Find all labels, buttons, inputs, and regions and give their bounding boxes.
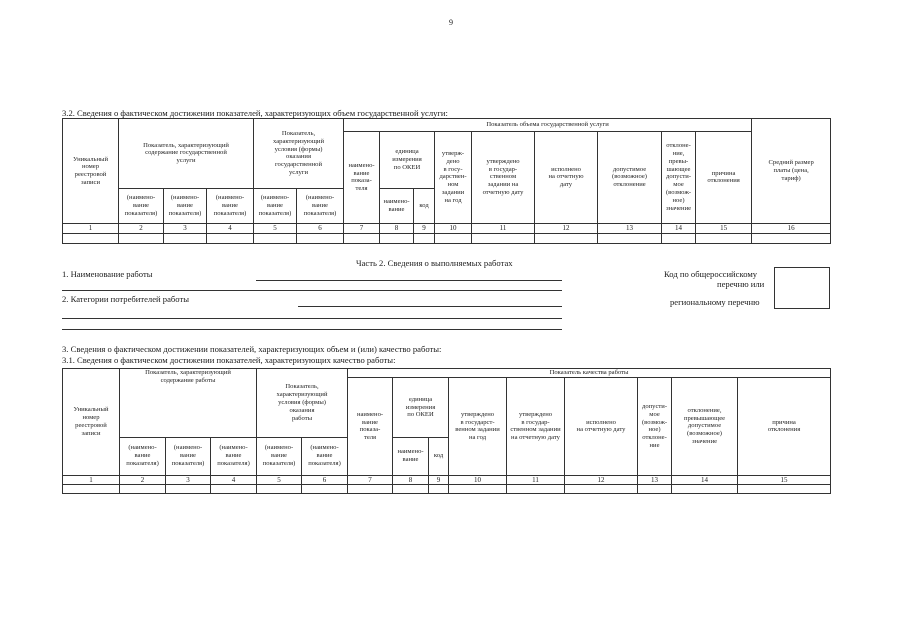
column-number: 13 xyxy=(598,224,662,233)
consumers-line xyxy=(298,306,562,307)
header-approved-task: утверж- дено в госу- дарствен- ном задании на год xyxy=(435,131,472,224)
header-sub-name: (наимено- вание показателя) xyxy=(164,188,207,223)
quality-indicators-table xyxy=(62,368,831,494)
column-number: 1 xyxy=(63,475,120,484)
header-sub-name: (наимено- вание показателя) xyxy=(119,188,164,223)
header-exceeding-deviation: отклонение, превышающее допустимое (возможное) значение xyxy=(672,378,738,475)
volume-indicators-table xyxy=(62,118,831,244)
header-sub-name: (наимено- вание показателя) xyxy=(254,188,297,223)
column-number: 14 xyxy=(672,475,738,484)
header-unit-code: код xyxy=(414,188,435,223)
header-volume-group: Показатель объема государственной услуги xyxy=(344,119,752,132)
column-number-row xyxy=(63,475,831,484)
column-number: 5 xyxy=(257,475,302,484)
header-sub-name: (наимено- вание показателя) xyxy=(211,437,257,475)
header-reason: причина отклонения xyxy=(696,131,752,224)
header-sub-name: (наимено- вание показателя) xyxy=(166,437,211,475)
work-name-line xyxy=(256,280,562,281)
part-2-title: Часть 2. Сведения о выполняемых работах xyxy=(356,258,513,268)
column-number: 8 xyxy=(380,224,414,233)
header-executed: исполнено на отчетную дату xyxy=(565,378,638,475)
header-condition-indicator: Показатель, характеризующий условия (формы) оказания государственной услуги xyxy=(254,119,344,189)
header-allowed-deviation: допустимое (возможное) отклонение xyxy=(598,131,662,224)
column-number: 1 xyxy=(63,224,119,233)
header-unit: единица измерения по ОКЕИ xyxy=(380,131,435,188)
registry-code-box[interactable] xyxy=(774,267,830,309)
column-number: 2 xyxy=(120,475,166,484)
header-reason: причина отклонения xyxy=(738,378,831,475)
column-number: 14 xyxy=(662,224,696,233)
header-approved-period: утверждено в государ- ственном задании на отчетную дату xyxy=(507,378,565,475)
column-number: 11 xyxy=(472,224,535,233)
section-3-1-title: 3.1. Сведения о фактическом достижении показателей, характеризующих качество работы: xyxy=(62,355,396,365)
column-number: 7 xyxy=(344,224,380,233)
section-3-2-title: 3.2. Сведения о фактическом достижении показателей, характеризующих объем государственной услуги: xyxy=(62,108,448,118)
header-allowed-deviation: допусти- мое (возмож- ное) отклоне- ние xyxy=(638,378,672,475)
header-exceeding-deviation: отклоне- ние, превы- шающее допусти- мое (возмож- ное) значение xyxy=(662,131,696,224)
column-number: 2 xyxy=(119,224,164,233)
code-label: перечню или xyxy=(717,279,765,289)
header-sub-name: (наимено- вание показателя) xyxy=(120,437,166,475)
section-3-title: 3. Сведения о фактическом достижении показателей, характеризующих объем и (или) качество работы: xyxy=(62,344,442,354)
consumers-line-2 xyxy=(62,318,562,319)
work-name-line-2 xyxy=(62,290,562,291)
table-row xyxy=(63,484,831,493)
header-content-indicator: Показатель, характеризующий содержание государственной услуги xyxy=(119,119,254,189)
column-number: 11 xyxy=(507,475,565,484)
column-number: 4 xyxy=(207,224,254,233)
column-number: 12 xyxy=(565,475,638,484)
header-unique-number: Уникальный номер реестровой записи xyxy=(63,119,119,224)
column-number: 6 xyxy=(297,224,344,233)
column-number: 12 xyxy=(535,224,598,233)
column-number: 10 xyxy=(449,475,507,484)
header-approved-task: утверждено в государст- венном задании на год xyxy=(449,378,507,475)
column-number: 10 xyxy=(435,224,472,233)
work-name-label: 1. Наименование работы xyxy=(62,269,153,279)
header-unit-name: наимено- вание xyxy=(380,188,414,223)
header-sub-name: (наимено- вание показателя) xyxy=(257,437,302,475)
header-approved-period: утверждено в государ- ственном задании на отчетную дату xyxy=(472,131,535,224)
header-sub-name: (наимено- вание показателя) xyxy=(297,188,344,223)
column-number: 15 xyxy=(738,475,831,484)
header-unit: единица измерения по ОКЕИ xyxy=(393,378,449,437)
table-row xyxy=(63,233,831,243)
column-number: 9 xyxy=(429,475,449,484)
header-sub-name: (наимено- вание показателя) xyxy=(302,437,348,475)
column-number: 7 xyxy=(348,475,393,484)
column-number: 15 xyxy=(696,224,752,233)
header-unique-number: Уникальный номер реестровой записи xyxy=(63,369,120,476)
header-sub-name: (наимено- вание показателя) xyxy=(207,188,254,223)
code-label: Код по общероссийскому xyxy=(664,269,758,279)
header-indicator-name: наимено- вание показа- теля xyxy=(344,131,380,224)
column-number: 16 xyxy=(752,224,831,233)
header-unit-code: код xyxy=(429,437,449,475)
page-number: 9 xyxy=(449,18,453,27)
column-number: 9 xyxy=(414,224,435,233)
column-number: 4 xyxy=(211,475,257,484)
code-label: региональному перечню xyxy=(670,297,760,307)
column-number: 3 xyxy=(164,224,207,233)
consumers-label: 2. Категории потребителей работы xyxy=(62,294,189,304)
column-number: 6 xyxy=(302,475,348,484)
column-number: 3 xyxy=(166,475,211,484)
header-indicator-name: наимено- вание показа- теля xyxy=(348,378,393,475)
column-number: 8 xyxy=(393,475,429,484)
header-executed: исполнено на отчетную дату xyxy=(535,131,598,224)
header-unit-name: наимено- вание xyxy=(393,437,429,475)
header-quality-group: Показатель качества работы xyxy=(348,369,831,378)
header-condition-indicator: Показатель, характеризующий условия (формы) оказания работы xyxy=(257,369,348,438)
header-content-indicator: Показатель, характеризующий содержание работы xyxy=(120,369,257,438)
column-number: 13 xyxy=(638,475,672,484)
header-avg-price: Средний размер платы (цена, тариф) xyxy=(752,119,831,224)
consumers-line-3 xyxy=(62,329,562,330)
column-number-row xyxy=(63,224,831,233)
column-number: 5 xyxy=(254,224,297,233)
